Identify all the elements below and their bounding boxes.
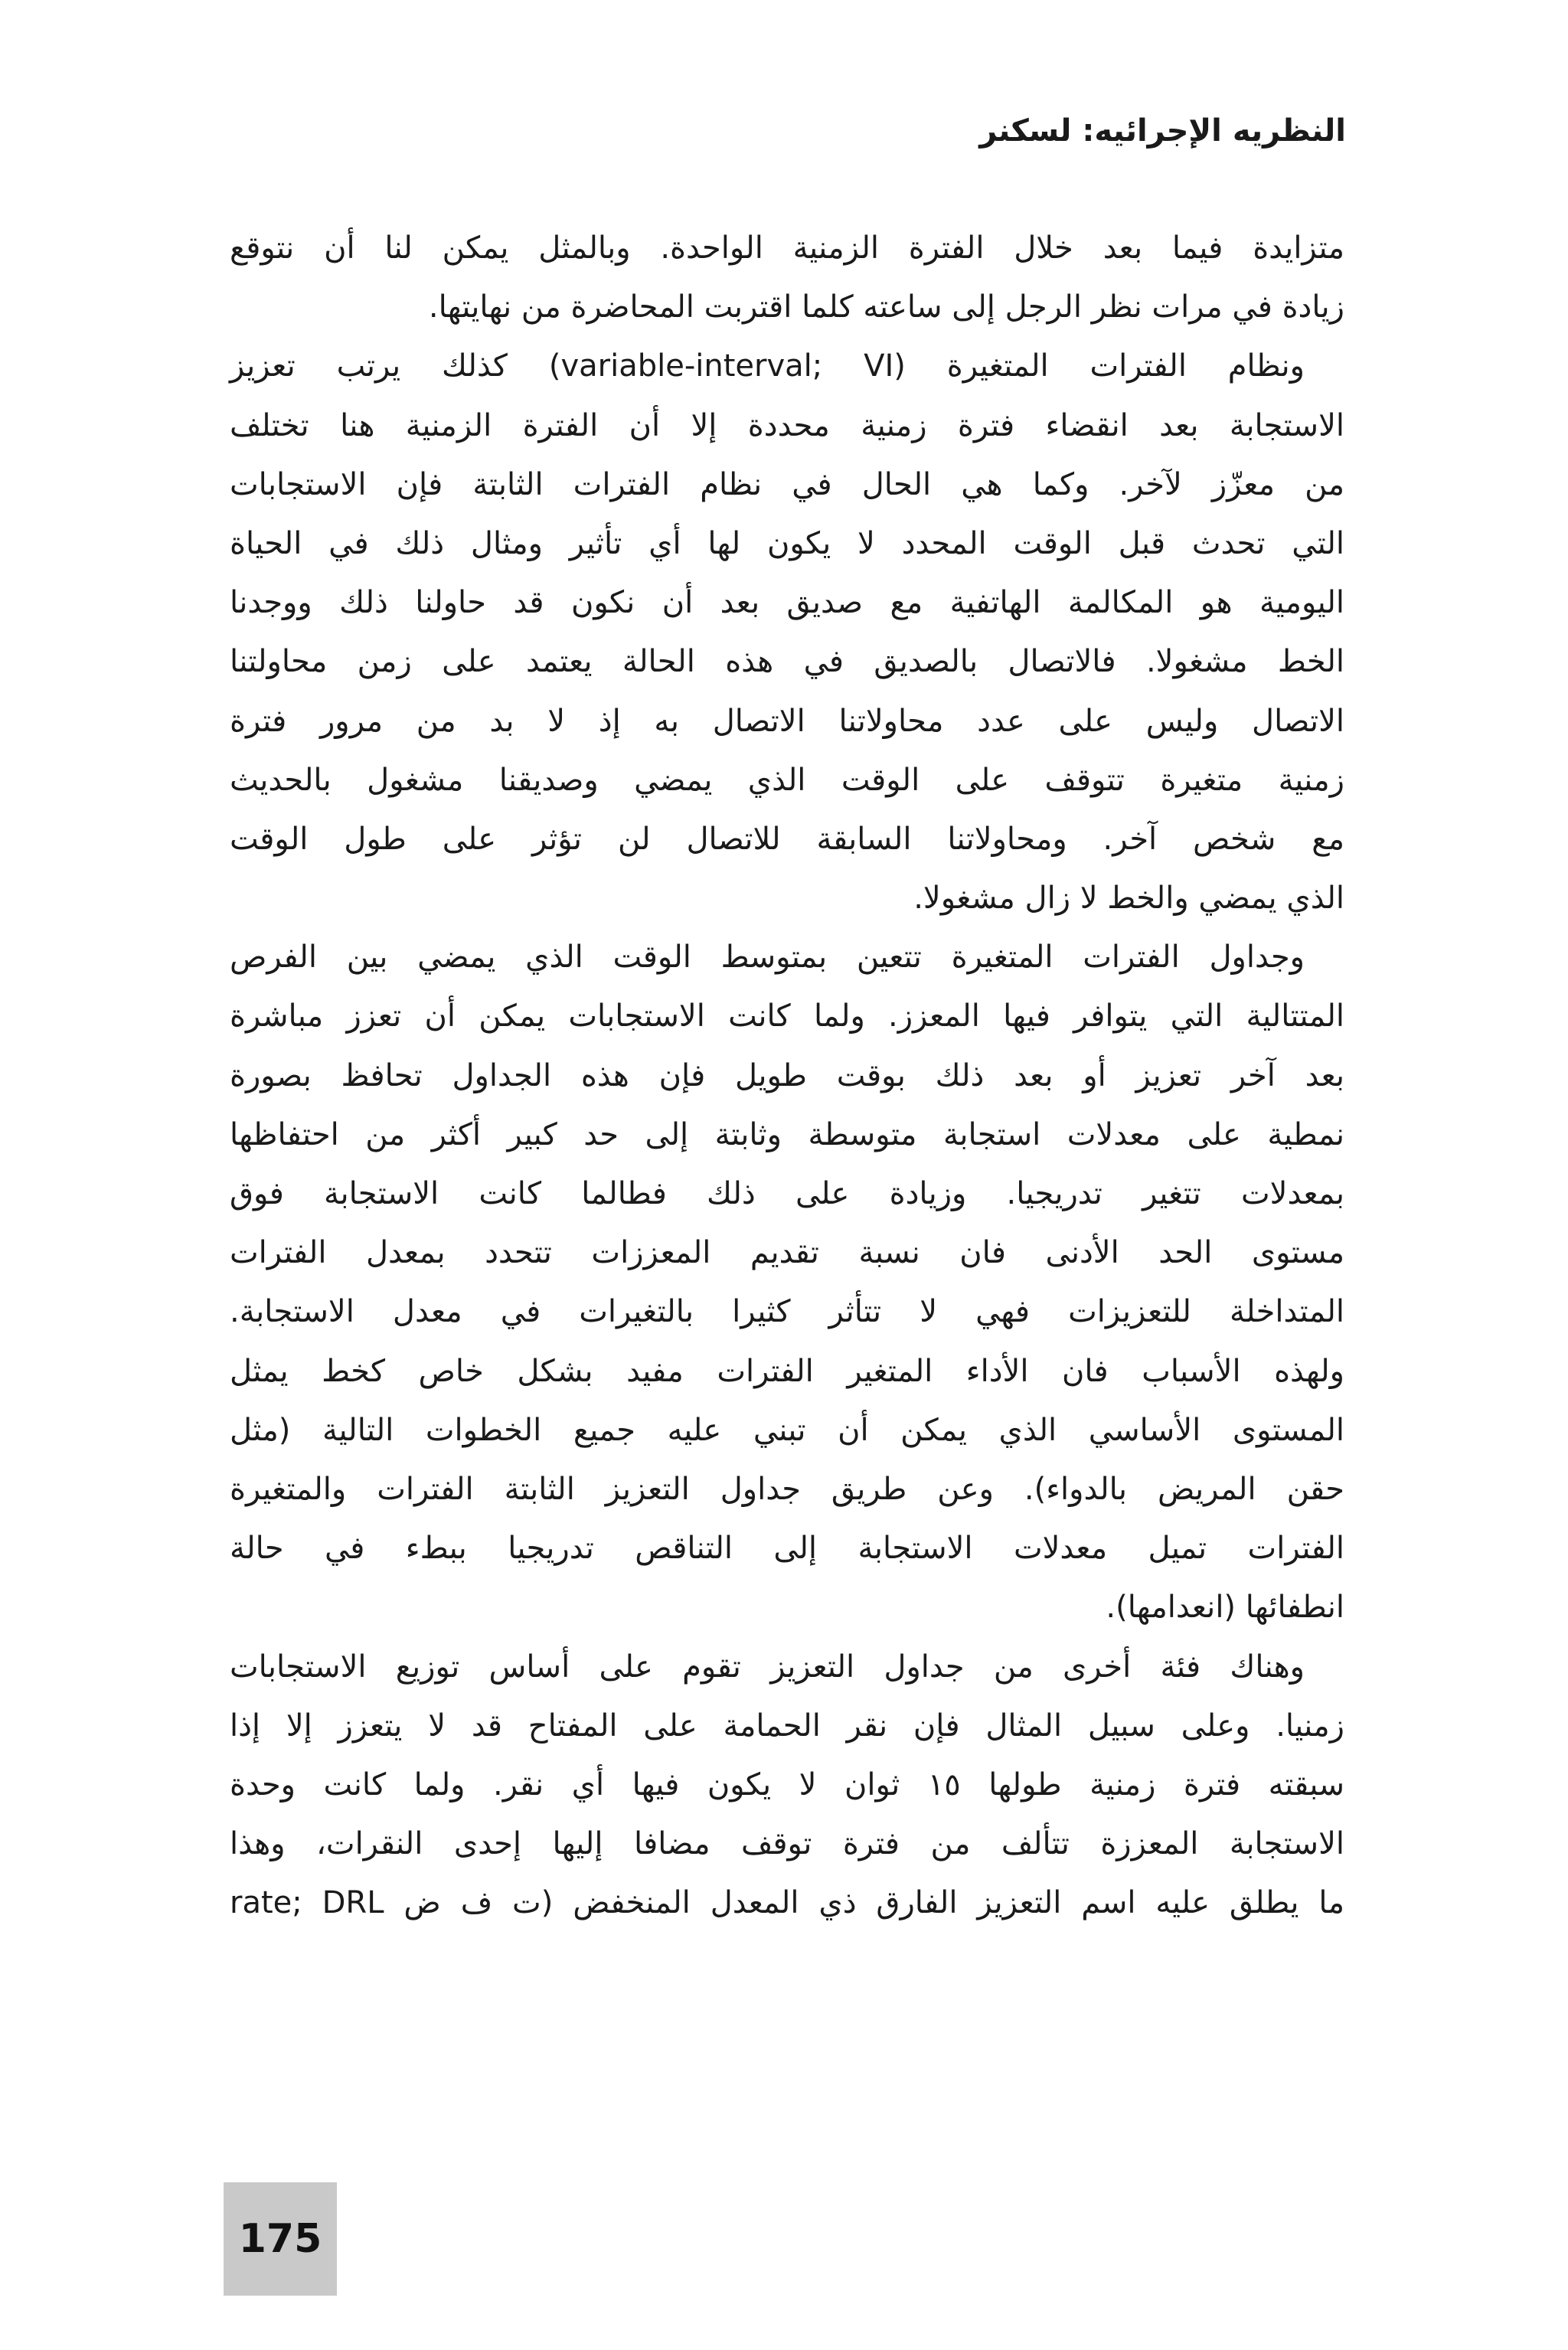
text-line: ولهذه الأسباب فان الأداء المتغير الفترات مفيد بشكل خاص كخط يمثل [230, 1353, 1344, 1389]
running-header: النظريه الإجرائيه: لسكنر [979, 113, 1346, 149]
text-line: ما يطلق عليه اسم التعزيز الفارق ذي المعدل المنخفض (ت ف ض rate; DRL [230, 1885, 1344, 1921]
text-line: زمنية متغيرة تتوقف على الوقت الذي يمضي وصديقنا مشغول بالحديث [230, 762, 1344, 798]
text-line: زيادة في مرات نظر الرجل إلى ساعته كلما اقتربت المحاضرة من نهايتها. [428, 289, 1344, 325]
text-line: الخط مشغولا. فالاتصال بالصديق في هذه الحالة يعتمد على زمن محاولتنا [230, 644, 1344, 680]
text-line: مع شخص آخر. ومحاولاتنا السابقة للاتصال لن تؤثر على طول الوقت [230, 821, 1344, 857]
text-line: بمعدلات تتغير تدريجيا. وزيادة على ذلك فطالما كانت الاستجابة فوق [230, 1176, 1344, 1211]
text-line: التي تحدث قبل الوقت المحدد لا يكون لها أي تأثير ومثال ذلك في الحياة [230, 525, 1344, 561]
text-line: متزايدة فيما بعد خلال الفترة الزمنية الواحدة. وبالمثل يمكن لنا أن نتوقع [230, 230, 1344, 266]
text-line: اليومية هو المكالمة الهاتفية مع صديق بعد أن نكون قد حاولنا ذلك ووجدنا [230, 585, 1344, 621]
text-line: وهناك فئة أخرى من جداول التعزيز تقوم على أساس توزيع الاستجابات [230, 1649, 1305, 1685]
text-line: المتتالية التي يتوافر فيها المعزز. ولما كانت الاستجابات يمكن أن تعزز مباشرة [230, 999, 1344, 1034]
text-line: بعد آخر تعزيز أو بعد ذلك بوقت طويل فإن هذه الجداول تحافظ بصورة [230, 1057, 1344, 1093]
text-line: الاستجابة بعد انقضاء فترة زمنية محددة إلا أن الفترة الزمنية هنا تختلف [230, 407, 1344, 443]
text-line: الاستجابة المعززة تتألف من فترة توقف مضافا إليها إحدى النقرات، وهذا [230, 1826, 1344, 1862]
text-line: انطفائها (انعدامها). [1106, 1590, 1344, 1626]
body-text [230, 219, 1344, 1933]
text-line: حقن المريض بالدواء). وعن طريق جداول التعزيز الثابتة الفترات والمتغيرة [230, 1471, 1344, 1507]
text-line: المتداخلة للتعزيزات فهي لا تتأثر كثيرا بالتغيرات في معدل الاستجابة. [230, 1294, 1344, 1330]
text-line: نمطية على معدلات استجابة متوسطة وثابتة إلى حد كبير أكثر من احتفاظها [230, 1116, 1344, 1152]
text-line: زمنيا. وعلى سبيل المثال فإن نقر الحمامة على المفتاح قد لا يتعزز إلا إذا [230, 1708, 1344, 1744]
text-line: من معزّز لآخر. وكما هي الحال في نظام الفترات الثابتة فإن الاستجابات [230, 466, 1344, 502]
text-line: سبقته فترة زمنية طولها ١٥ ثوان لا يكون فيها أي نقر. ولما كانت وحدة [230, 1767, 1344, 1803]
text-line: الذي يمضي والخط لا زال مشغولا. [913, 881, 1344, 917]
text-line: الاتصال وليس على عدد محاولاتنا الاتصال به إذ لا بد من مرور فترة [230, 703, 1344, 739]
text-line: ونظام الفترات المتغيرة (variable-interval; VI) كذلك يرتب تعزيز [230, 348, 1305, 384]
text-line: الفترات تميل معدلات الاستجابة إلى التناقص تدريجيا ببطء في حالة [230, 1531, 1344, 1567]
text-line: المستوى الأساسي الذي يمكن أن تبني عليه جميع الخطوات التالية (مثل [230, 1412, 1344, 1448]
text-line: وجداول الفترات المتغيرة تتعين بمتوسط الوقت الذي يمضي بين الفرص [230, 940, 1305, 976]
text-line: مستوى الحد الأدنى فان نسبة تقديم المعززات تتحدد بمعدل الفترات [230, 1235, 1344, 1271]
page-number: 175 [224, 2182, 337, 2296]
